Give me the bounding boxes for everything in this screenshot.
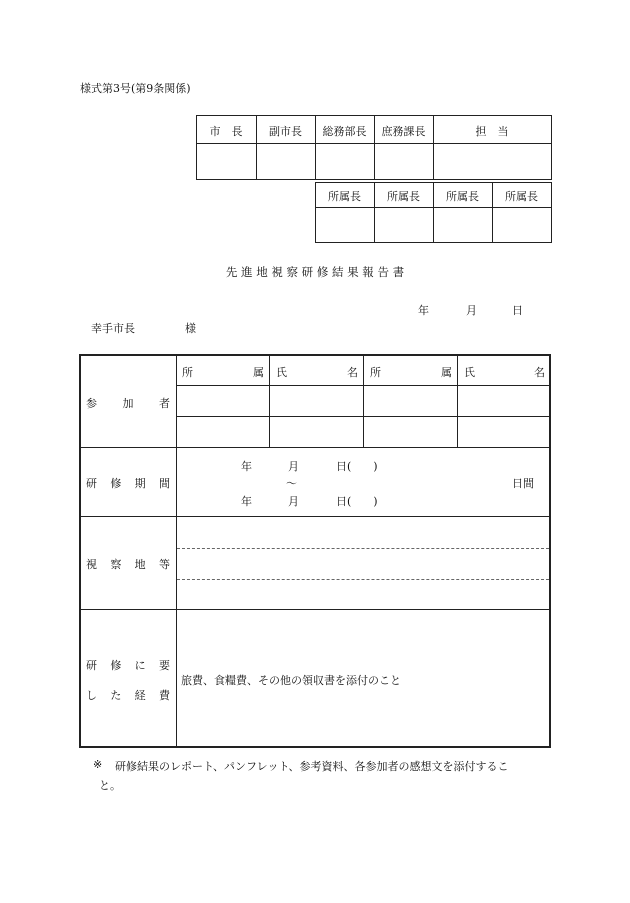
cost-label-line-2: し た 経 費 xyxy=(86,689,170,702)
visit-label: 視 察 地 等 xyxy=(86,558,170,571)
footnote-line-2: と。 xyxy=(99,779,121,792)
page-title: 先 進 地 視 察 研 修 結 果 報 告 書 xyxy=(225,265,405,279)
period-end-day: 日( ) xyxy=(336,495,378,508)
date-month-label: 月 xyxy=(466,304,477,317)
form-number: 様式第3号(第9条関係) xyxy=(80,82,191,95)
addressee-name: 幸手市長 xyxy=(91,322,135,335)
approval-header-mayor: 市 長 xyxy=(209,125,243,138)
participant-3-name-field[interactable] xyxy=(270,417,363,447)
approval-dept-head-2: 所属長 xyxy=(387,190,420,203)
participant-1-name-field[interactable] xyxy=(270,386,363,416)
visit-destination-field-2[interactable] xyxy=(177,549,549,578)
approval-dept-head-4: 所属長 xyxy=(505,190,538,203)
participants-col-affiliation-1: 所 属 xyxy=(182,366,264,379)
participant-2-affiliation-field[interactable] xyxy=(364,386,457,416)
cost-label-line-1: 研 修 に 要 xyxy=(86,659,170,672)
participant-1-affiliation-field[interactable] xyxy=(177,386,269,416)
period-start-month: 月 xyxy=(288,460,299,473)
approval-dept-head-1: 所属長 xyxy=(328,190,361,203)
visit-destination-field-1[interactable] xyxy=(177,517,549,547)
date-year-label: 年 xyxy=(418,304,429,317)
footnote-mark: ※ xyxy=(93,758,103,771)
approval-dept-head-3: 所属長 xyxy=(446,190,479,203)
date-day-label: 日 xyxy=(512,304,523,317)
approval-header-general-affairs-director: 総務部長 xyxy=(322,125,367,138)
participants-label: 参 加 者 xyxy=(86,397,170,410)
participant-3-affiliation-field[interactable] xyxy=(177,417,269,447)
visit-destination-field-3[interactable] xyxy=(177,580,549,609)
participant-2-name-field[interactable] xyxy=(458,386,549,416)
period-tilde: 〜 xyxy=(286,477,297,490)
cost-note: 旅費、食糧費、その他の領収書を添付のこと xyxy=(181,674,401,687)
approval-header-clerical-section-chief: 庶務課長 xyxy=(381,125,426,138)
period-end-month: 月 xyxy=(288,495,299,508)
participant-4-affiliation-field[interactable] xyxy=(364,417,457,447)
approval-header-deputy-mayor: 副市長 xyxy=(269,125,302,138)
period-label: 研 修 期 間 xyxy=(86,477,170,490)
footnote-line-1: 研修結果のレポート、パンフレット、参考資料、各参加者の感想文を添付するこ xyxy=(115,760,509,773)
period-start-day: 日( ) xyxy=(336,460,378,473)
participants-col-name-1: 氏 名 xyxy=(276,366,358,379)
participant-4-name-field[interactable] xyxy=(458,417,549,447)
participants-col-affiliation-2: 所 属 xyxy=(370,366,452,379)
approval-header-staff: 担 当 xyxy=(475,125,509,138)
participants-col-name-2: 氏 名 xyxy=(464,366,545,379)
period-end-year: 年 xyxy=(241,495,252,508)
period-days-suffix: 日間 xyxy=(512,477,534,490)
addressee-honorific: 様 xyxy=(185,322,196,335)
period-start-year: 年 xyxy=(241,460,252,473)
